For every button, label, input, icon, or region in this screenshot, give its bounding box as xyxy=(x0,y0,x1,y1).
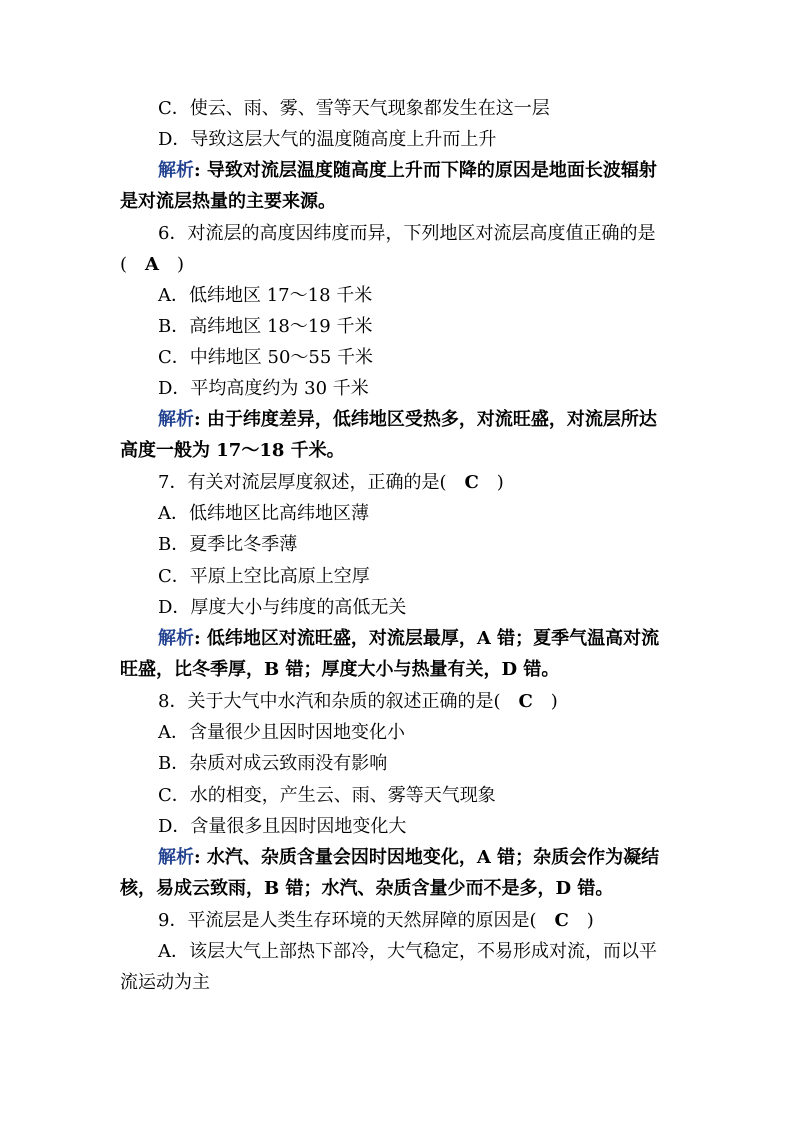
option-7c: C．平原上空比高原上空厚 xyxy=(158,566,370,587)
answer-open-paren: ( xyxy=(120,254,146,275)
question-6-stem: 6．对流层的高度因纬度而异，下列地区对流层高度值正确的是 xyxy=(158,223,656,244)
answer-close-paren: ) xyxy=(568,910,594,931)
option-9a-line1: A．该层大气上部热下部冷，大气稳定，不易形成对流，而以平 xyxy=(158,941,657,962)
option-6a: A．低纬地区 17～18 千米 xyxy=(158,285,373,306)
answer-close-paren: ) xyxy=(478,472,504,493)
answer-close-paren: ) xyxy=(532,691,558,712)
option-6d: D．平均高度约为 30 千米 xyxy=(158,378,369,399)
question-8-stem xyxy=(158,691,558,713)
option-6b: B．高纬地区 18～19 千米 xyxy=(158,316,373,337)
option-c-prev: C．使云、雨、雾、雪等天气现象都发生在这一层 xyxy=(158,98,550,119)
explanation-label: 解析 xyxy=(158,160,194,181)
explanation-text: : 水汽、杂质含量会因时因地变化，A 错；杂质会作为凝结 xyxy=(194,847,660,868)
option-8b: B．杂质对成云致雨没有影响 xyxy=(158,753,388,774)
explanation-text: : 由于纬度差异，低纬地区受热多，对流旺盛，对流层所达 xyxy=(194,409,657,430)
option-8c: C．水的相变，产生云、雨、雾等天气现象 xyxy=(158,785,496,806)
explanation-5-line1 xyxy=(158,160,657,182)
option-6c: C．中纬地区 50～55 千米 xyxy=(158,347,374,368)
answer-7: C xyxy=(464,472,479,493)
answer-close-paren: ) xyxy=(159,254,185,275)
question-8-text: 8．关于大气中水汽和杂质的叙述正确的是( xyxy=(158,691,519,712)
option-8a: A．含量很少且因时因地变化小 xyxy=(158,722,405,743)
option-7b: B．夏季比冬季薄 xyxy=(158,534,298,555)
explanation-7-line2: 旺盛，比冬季厚，B 错；厚度大小与热量有关，D 错。 xyxy=(120,659,560,680)
option-8d: D．含量很多且因时因地变化大 xyxy=(158,816,407,837)
question-7-stem xyxy=(158,472,504,494)
option-9a-line2: 流运动为主 xyxy=(120,972,210,993)
explanation-8-line1 xyxy=(158,847,659,869)
question-7-text: 7．有关对流层厚度叙述，正确的是( xyxy=(158,472,465,493)
answer-9: C xyxy=(554,910,569,931)
answer-6: A xyxy=(145,254,159,275)
option-d-prev: D．导致这层大气的温度随高度上升而上升 xyxy=(158,129,497,150)
option-7a: A．低纬地区比高纬地区薄 xyxy=(158,503,369,524)
explanation-6-line2: 高度一般为 17～18 千米。 xyxy=(120,440,345,461)
explanation-text: : 导致对流层温度随高度上升而下降的原因是地面长波辐射 xyxy=(194,160,657,181)
explanation-7-line1 xyxy=(158,628,659,650)
option-7d: D．厚度大小与纬度的高低无关 xyxy=(158,597,407,618)
explanation-label: 解析 xyxy=(158,628,194,649)
explanation-text: : 低纬地区对流旺盛，对流层最厚，A 错；夏季气温高对流 xyxy=(194,628,660,649)
question-9-stem xyxy=(158,910,594,932)
question-9-text: 9．平流层是人类生存环境的天然屏障的原因是( xyxy=(158,910,555,931)
explanation-5-line2: 是对流层热量的主要来源。 xyxy=(120,191,336,212)
explanation-label: 解析 xyxy=(158,409,194,430)
explanation-6-line1 xyxy=(158,409,657,431)
question-6-answer-line xyxy=(120,254,184,276)
explanation-label: 解析 xyxy=(158,847,194,868)
answer-8: C xyxy=(518,691,533,712)
explanation-8-line2: 核，易成云致雨，B 错；水汽、杂质含量少而不是多，D 错。 xyxy=(120,878,614,899)
